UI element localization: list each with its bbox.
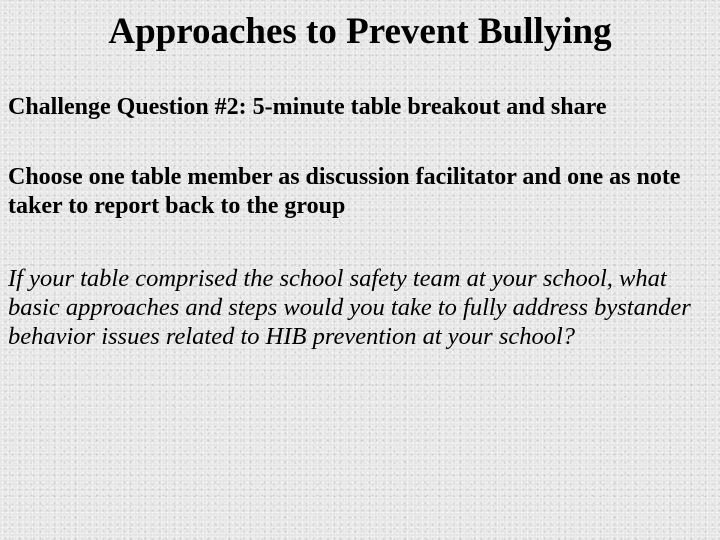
slide-title: Approaches to Prevent Bullying	[108, 11, 612, 52]
discussion-question-text: If your table comprised the school safety team at your school, what basic approaches and steps would you take to fully address bystander behavior issues related to HIB prevention at your school?	[8, 265, 691, 350]
challenge-question-heading: Challenge Question #2: 5-minute table breakout and share	[8, 94, 607, 120]
instructions-text: Choose one table member as discussion facilitator and one as note taker to report back to the group	[8, 164, 681, 219]
